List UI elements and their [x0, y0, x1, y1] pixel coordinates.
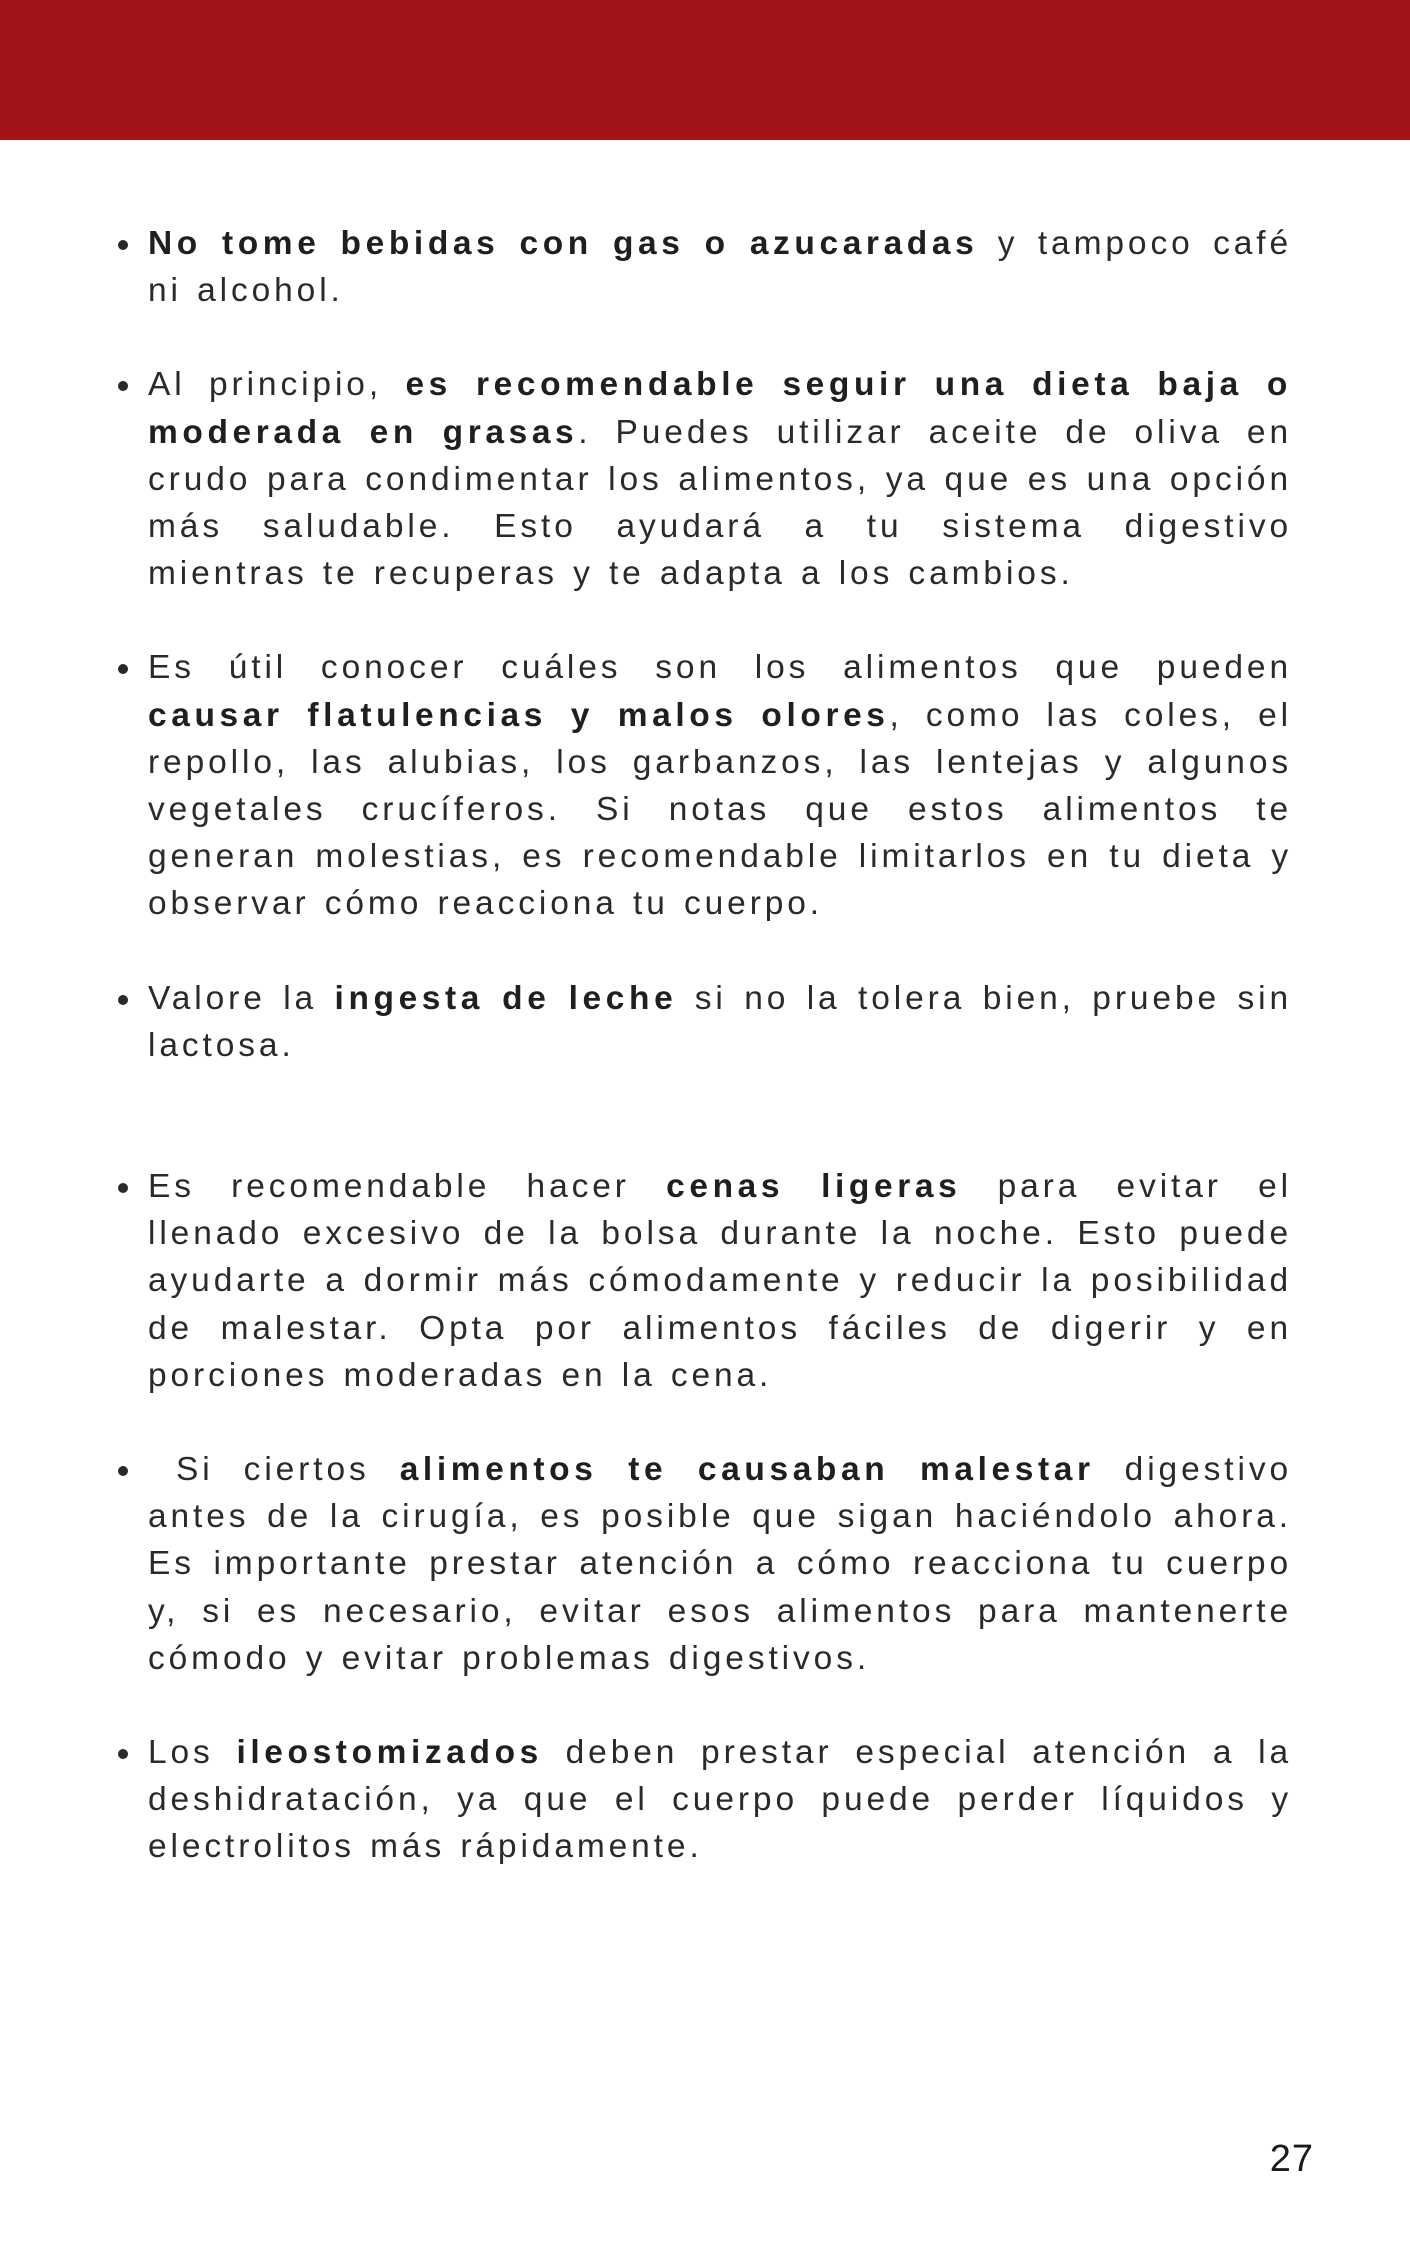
- item-text-lead: Es útil conocer cuáles son los alimentos que pueden: [148, 649, 1292, 687]
- item-bold-text: cenas ligeras: [666, 1168, 962, 1206]
- item-bold-text: es recomendable seguir una dieta baja o moderada en grasas: [148, 366, 1292, 451]
- item-text-lead: Si ciertos: [148, 1451, 400, 1489]
- item-text: . Puedes utilizar aceite de oliva en crudo para condimentar los alimentos, ya que es una opción más saludable. Esto ayudará a tu sistema digestivo mientras te recuperas y te adapta a los cambios.: [148, 413, 1292, 593]
- item-text-lead: Los: [148, 1734, 237, 1772]
- item-bold-text: causar flatulencias y malos olores: [148, 696, 890, 734]
- item-text: , como las coles, el repollo, las alubias, los garbanzos, las lentejas y algunos vegetales crucíferos. Si notas que estos alimentos te generan molestias, es recomendable limitarlos en tu dieta y observar cómo reacciona tu cuerpo.: [148, 696, 1292, 923]
- list-item: [110, 1163, 1292, 1399]
- bullet-icon: [118, 1183, 128, 1193]
- header-band: [0, 0, 1410, 140]
- item-text: para evitar el llenado excesivo de la bolsa durante la noche. Esto puede ayudarte a dormir más cómodamente y reducir la posibilidad de malestar. Opta por alimentos fáciles de digerir y en porciones moderadas en la cena.: [148, 1168, 1293, 1394]
- item-text-lead: Al principio,: [148, 366, 406, 404]
- item-text: y tampoco café ni alcohol.: [148, 225, 1292, 310]
- item-bold-text: No tome bebidas con gas o azucaradas: [148, 225, 979, 262]
- bullet-icon: [118, 995, 128, 1005]
- item-text-lead: Valore la: [148, 979, 335, 1017]
- list-item: [110, 1446, 1292, 1682]
- list-item: [110, 975, 1292, 1069]
- bullet-icon: [118, 381, 128, 391]
- bullet-icon: [118, 664, 128, 674]
- bullet-icon: [118, 1466, 128, 1476]
- item-text: deben prestar especial atención a la deshidratación, ya que el cuerpo puede perder líquidos y electrolitos más rápidamente.: [148, 1734, 1292, 1866]
- recommendations-list: [110, 220, 1292, 1871]
- list-item: [110, 361, 1292, 597]
- list-item: [110, 644, 1292, 927]
- page-content: [110, 220, 1292, 1871]
- item-text: si no la tolera bien, pruebe sin lactosa.: [148, 979, 1292, 1064]
- item-text: digestivo antes de la cirugía, es posible que sigan haciéndolo ahora. Es importante prestar atención a cómo reacciona tu cuerpo y, si es necesario, evitar esos alimentos para mantenerte cómodo y evitar problemas digestivos.: [148, 1451, 1292, 1677]
- bullet-icon: [118, 1749, 128, 1759]
- item-text-lead: Es recomendable hacer: [148, 1168, 667, 1206]
- list-item: [110, 220, 1292, 314]
- bullet-icon: [118, 240, 128, 250]
- item-bold-text: alimentos te causaban malestar: [399, 1451, 1095, 1489]
- page-number: 27: [1269, 2138, 1314, 2180]
- list-item: [110, 1729, 1292, 1871]
- item-bold-text: ileostomizados: [236, 1734, 543, 1772]
- item-bold-text: ingesta de leche: [334, 979, 678, 1017]
